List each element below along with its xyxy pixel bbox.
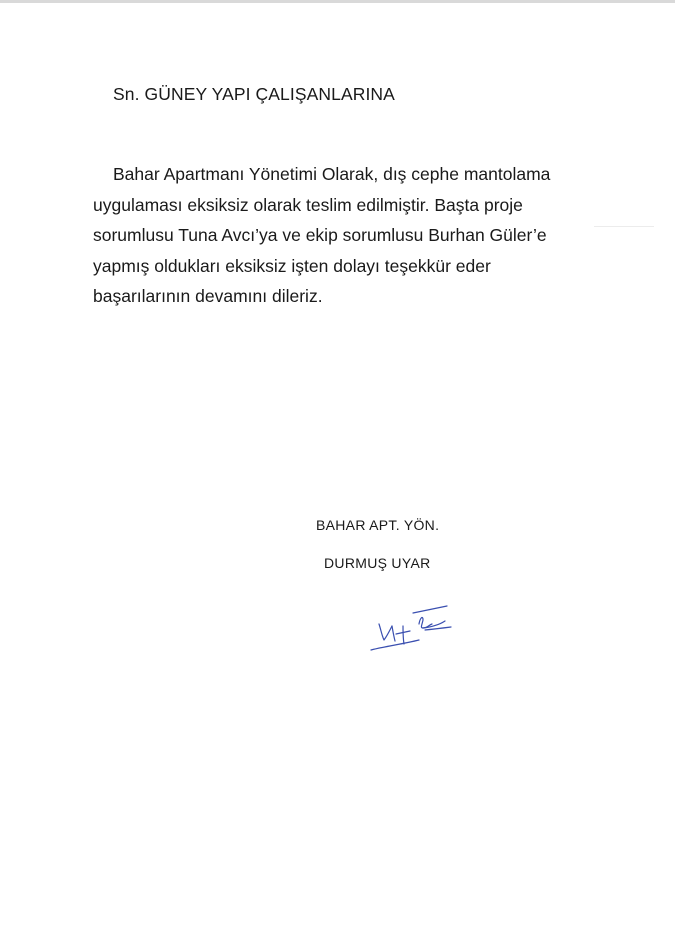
signature-organization: BAHAR APT. YÖN. [316, 517, 440, 533]
letter-body-line: yapmış oldukları eksiksiz işten dolayı teşekkür eder [93, 255, 491, 276]
letter-salutation: Sn. GÜNEY YAPI ÇALIŞANLARINA [113, 84, 395, 104]
letter-body-line: uygulaması eksiksiz olarak teslim edilmiştir. Başta proje [93, 194, 523, 215]
signature-name: DURMUŞ UYAR [324, 555, 431, 571]
scan-artifact [594, 226, 654, 227]
letter-body-line: Bahar Apartmanı Yönetimi Olarak, dış cephe mantolama [113, 164, 551, 184]
letter-body-line: başarılarının devamını dileriz. [93, 286, 323, 306]
handwritten-signature [365, 600, 455, 656]
letter-body [93, 159, 593, 312]
page-top-edge [0, 0, 675, 3]
letter-body-line: sorumlusu Tuna Avcı’ya ve ekip sorumlusu Burhan Güler’e [93, 225, 547, 245]
